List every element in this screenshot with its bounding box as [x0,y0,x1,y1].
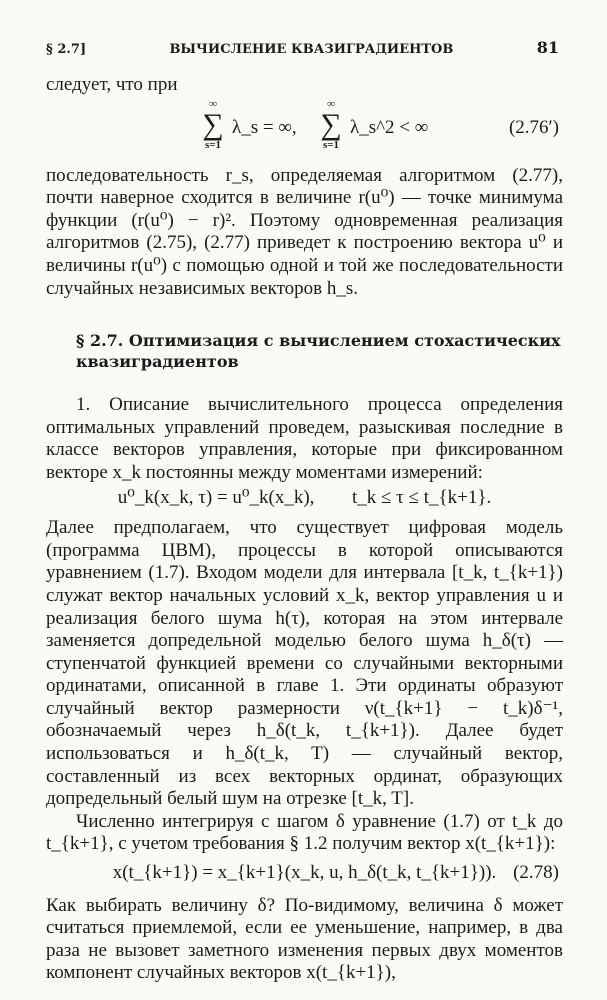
header-title: ВЫЧИСЛЕНИЕ КВАЗИГРАДИЕНТОВ [169,42,454,57]
sigma-icon: ∑ [320,107,342,141]
formula-uk-right: t_k ≤ τ ≤ t_{k+1}. [351,486,492,508]
paragraph-6: Как выбирать величину δ? По-видимому, величина δ может считаться приемлемой, если ее уменьшение, например, в два раза не вызовет заметного изменения первых двух моментов компонент случайных векторов x(t_{k+1}), [46,894,563,984]
formula-uk-left: u⁰_k(x_k, τ) = u⁰_k(x_k), [117,486,315,508]
page-body [46,74,563,985]
paragraph-lead: следует, что при [46,74,178,95]
running-header [46,38,559,57]
sum2-lower: s=1 [322,138,340,151]
paragraph-3: 1. Описание вычислительного процесса определения оптимальных управлений проведем, разыскивая последние в классе векторов управления, которые при фиксированном векторе x_k постоянны между моментами измерений: [46,394,563,483]
equation-number-2-78: (2.78) [513,862,559,884]
header-section: § 2.7] [46,42,87,57]
paragraph-2: последовательность r_s, определяемая алгоритмом (2.77), почти наверное сходится в величине r(u⁰) — точке минимума функции (r(u⁰) − r)². Поэтому одновременная реализация алгоритмов (2.75), (2.77) приведет к построению вектора u⁰ и величины r(u⁰) с помощью одной и той же последовательности случайных независимых векторов h_s. [46,164,563,299]
formula-2-78 [46,862,563,885]
sigma-icon: ∑ [202,107,224,141]
formula-uk [46,487,563,510]
formula-2-76 [46,99,563,165]
sum-sign-1 [198,99,228,151]
page-number: 81 [536,38,559,57]
section-heading: § 2.7. Оптимизация с вычислением стохастических квазиградиентов [76,331,561,372]
sum1-expression: λ_s = ∞, [232,116,297,138]
sum1-upper: ∞ [209,97,217,110]
sum2-upper: ∞ [327,97,335,110]
formula-2-78-expr: x(t_{k+1}) = x_{k+1}(x_k, u, h_δ(t_k, t_{k+1})). [112,862,497,884]
paragraph-4: Далее предполагаем, что существует цифровая модель (программа ЦВМ), процессы в которой описываются уравнением (1.7). Входом модели для интервала [t_k, t_{k+1}) служат вектор начальных условий x_k, вектор управления u и реализация белого шума h(τ), которая на этом интервале заменяется допредельной моделью белого шума h_δ(τ) — ступенчатой функцией времени со случайными векторными ординатами, описанной в главе 1. Эти ординаты образуют случайный вектор размерности ν(t_{k+1} − t_k)δ⁻¹, обозначаемый через h_δ(t_k, t_{k+1}). Далее будет использоваться и h_δ(t_k, T) — случайный вектор, составленный из всех векторных ординат, образующих допредельный белый шум на отрезке [t_k, T]. [46,517,563,810]
sum-sign-2 [316,99,346,151]
sum2-expression: λ_s^2 < ∞ [350,116,429,138]
sum1-lower: s=1 [204,138,222,151]
equation-number-2-76: (2.76′) [508,116,559,138]
paragraph-5: Численно интегрируя с шагом δ уравнение (1.7) от t_k до t_{k+1}, с учетом требования § 1.2 получим вектор x(t_{k+1}): [46,810,563,855]
